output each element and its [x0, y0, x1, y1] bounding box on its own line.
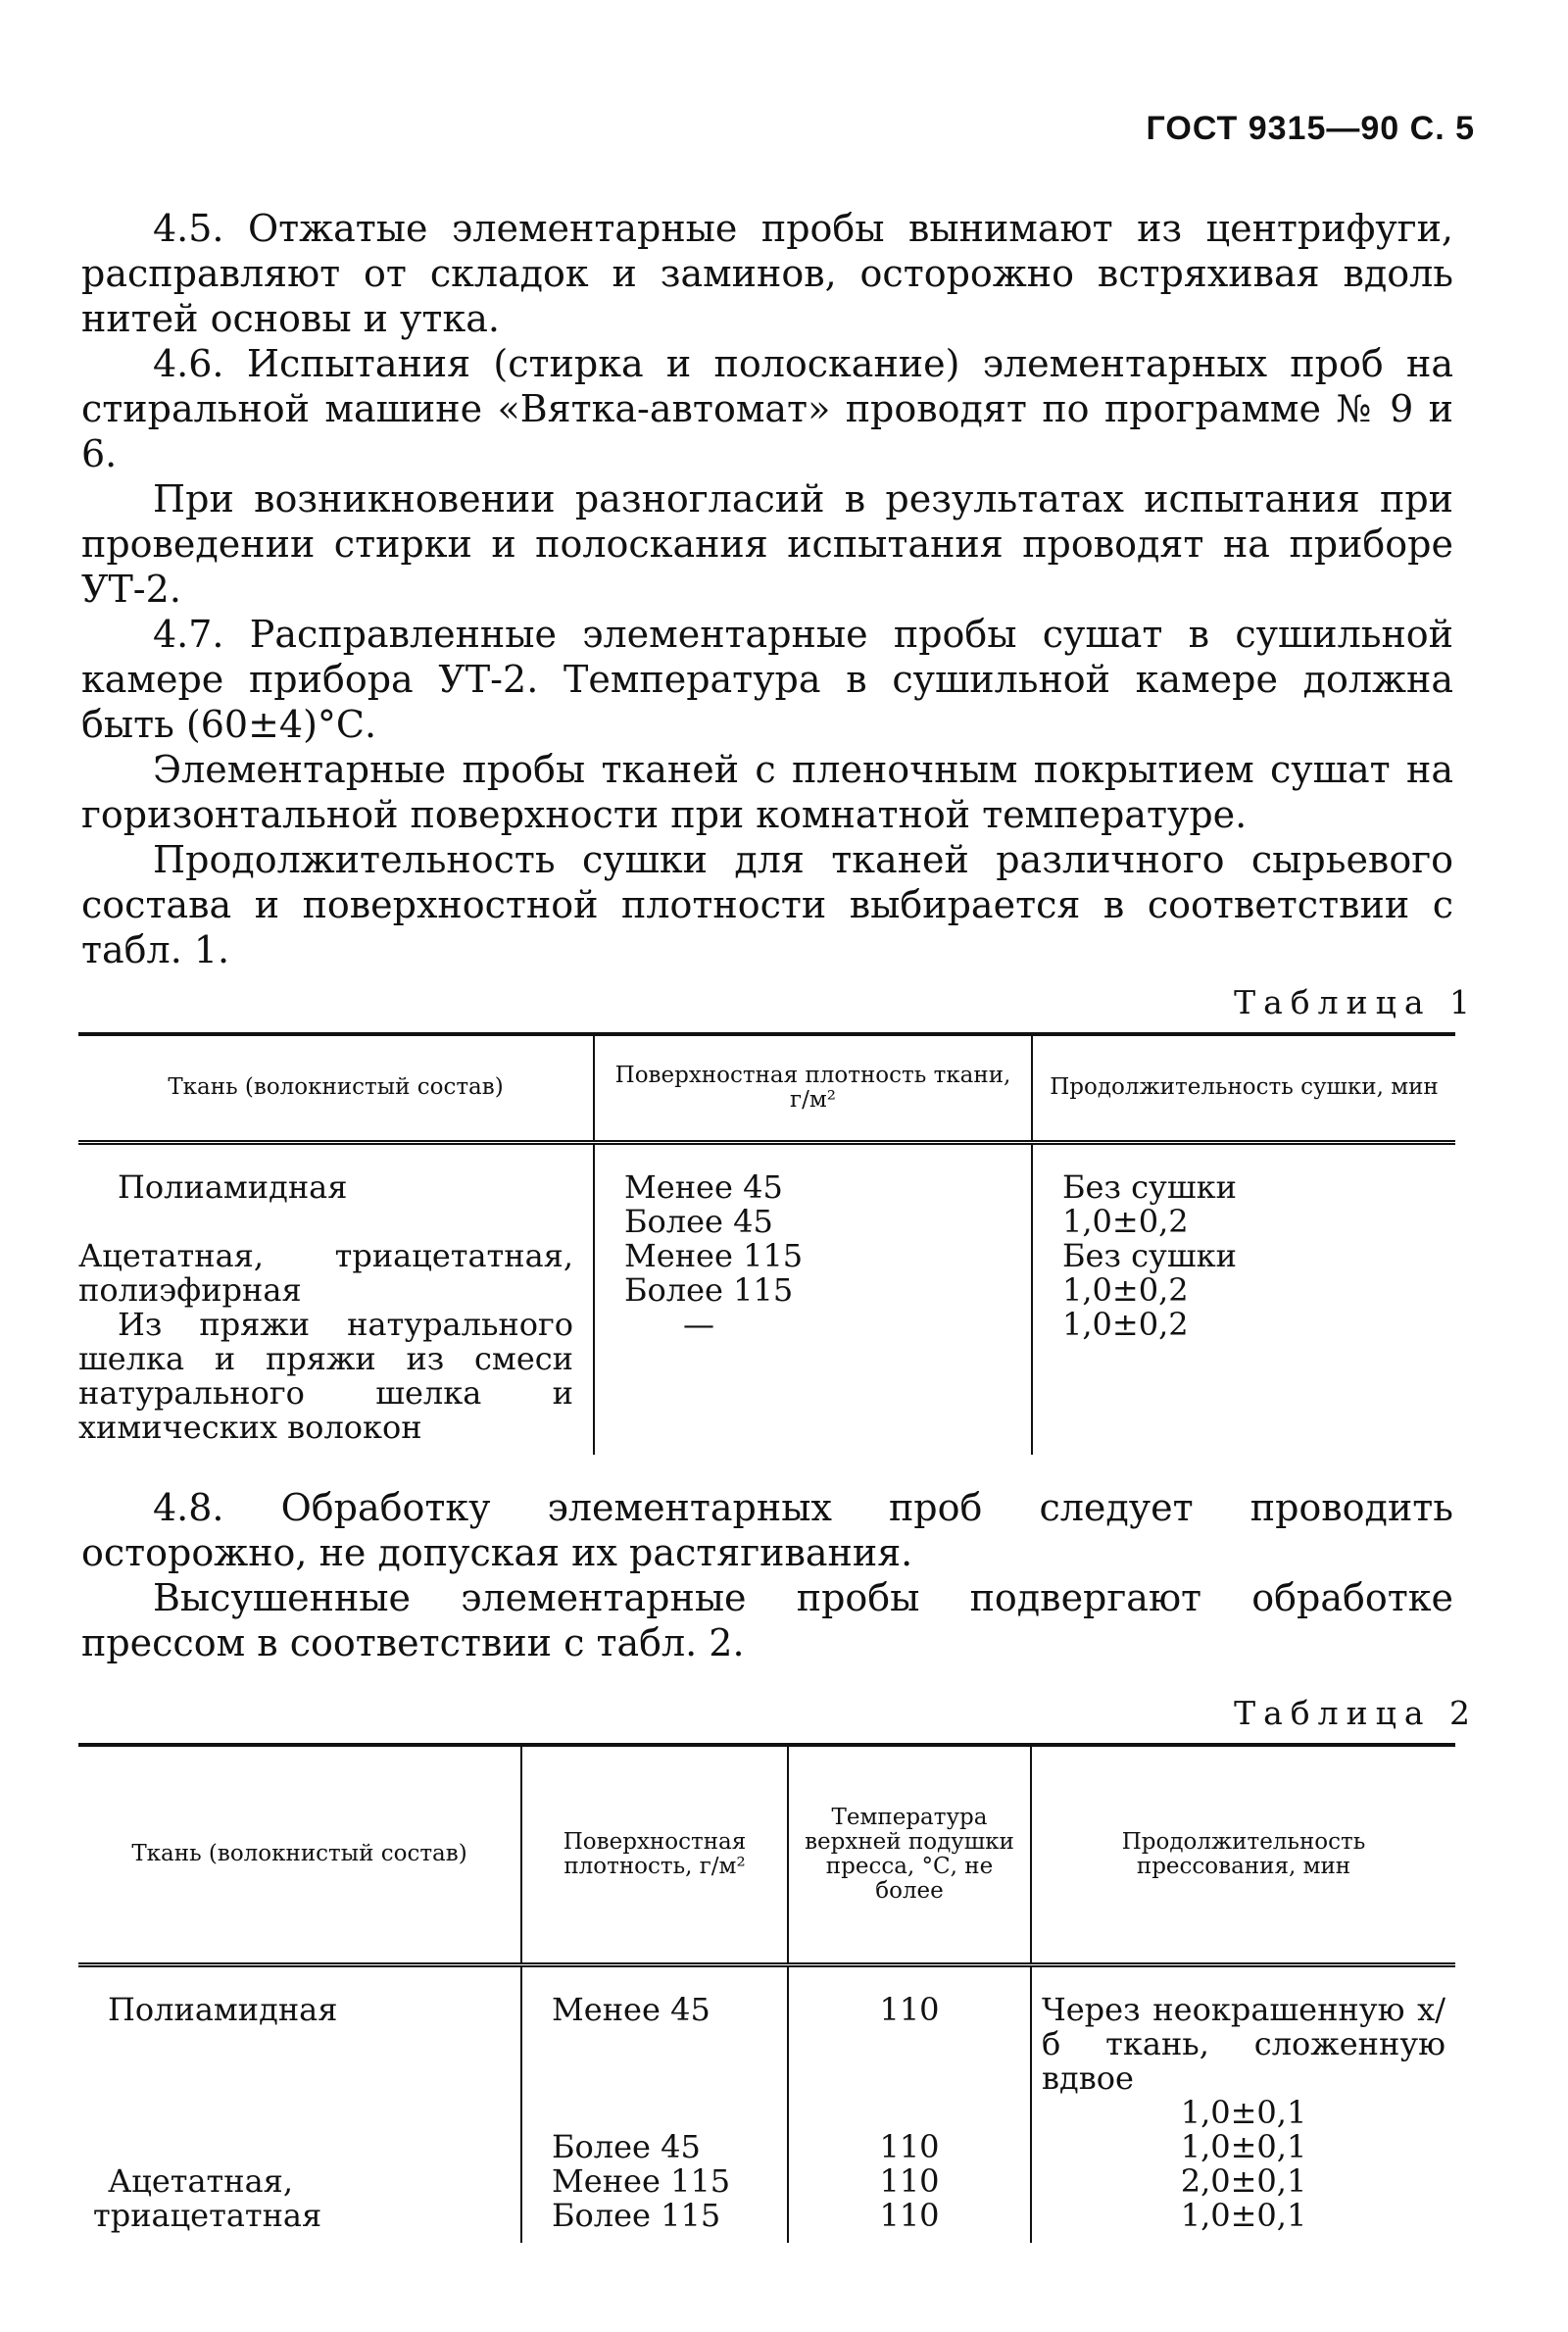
table2-density-row: Более 45	[552, 2127, 701, 2165]
table1-density-row: Менее 115	[624, 1236, 804, 1274]
table1-header-density: Поверхностная плотность ткани, г/м²	[594, 1034, 1032, 1142]
table1-density-row: Более 115	[624, 1270, 794, 1309]
table2-duration-cell	[1031, 1964, 1455, 2243]
table2-duration-row: 2,0±0,1	[1180, 2161, 1307, 2200]
table2-header-fabric: Ткань (волокнистый состав)	[78, 1745, 521, 1964]
table1-fabric-polyamide: Полиамидная	[118, 1167, 348, 1206]
table1-duration-row: Без сушки	[1062, 1167, 1237, 1206]
table1-duration-row: 1,0±0,2	[1062, 1305, 1189, 1343]
paragraph-drying-duration: Продолжительность сушки для тканей различного сырьевого состава и поверхностной плотности выбирается в соответствии с табл. 1.	[81, 838, 1453, 971]
table2-header-density: Поверхностная плотность, г/м²	[521, 1745, 788, 1964]
table1-caption: Таблица 1	[1234, 983, 1478, 1021]
paragraph-4-7: 4.7. Расправленные элементарные пробы сушат в сушильной камере прибора УТ-2. Температура в сушильной камере должна быть (60±4)°С.	[81, 613, 1453, 746]
table2-temperature-row: 110	[879, 2161, 940, 2200]
paragraph-press: Высушенные элементарные пробы подвергают обработке прессом в соответствии с табл. 2.	[81, 1576, 1453, 1664]
table2-header-temperature: Температура верхней подушки пресса, °С, не более	[788, 1745, 1031, 1964]
table1-density-cell	[594, 1142, 1032, 1455]
table1-fabric-acetate: Ацетатная, триацетатная, полиэфирная	[78, 1236, 573, 1309]
table2-duration-row: 1,0±0,1	[1180, 2093, 1307, 2131]
table1-header-fabric: Ткань (волокнистый состав)	[78, 1034, 594, 1142]
paragraph-4-6: 4.6. Испытания (стирка и полоскание) элементарных проб на стиральной машине «Вятка-автомат» проводят по программе № 9 и 6.	[81, 342, 1453, 475]
table-1	[78, 1032, 1455, 1455]
paragraph-4-5: 4.5. Отжатые элементарные пробы вынимают из центрифуги, расправляют от складок и заминов, осторожно встряхивая вдоль нитей основы и утка.	[81, 207, 1453, 340]
table-2	[78, 1743, 1455, 2243]
table2-density-row: Более 115	[552, 2196, 721, 2234]
paragraph-disagreement: При возникновении разногласий в результатах испытания при проведении стирки и полоскания испытания проводят на приборе УТ-2.	[81, 477, 1453, 611]
page-header: ГОСТ 9315—90 С. 5	[1146, 110, 1475, 147]
table2-temperature-row: 110	[879, 2196, 940, 2234]
table1-duration-cell	[1032, 1142, 1455, 1455]
table2-fabric-polyamide: Полиамидная	[108, 1990, 338, 2028]
table1-duration-row: 1,0±0,2	[1062, 1202, 1189, 1240]
table2-caption: Таблица 2	[1234, 1694, 1478, 1732]
table1-fabric-silk: Из пряжи натурального шелка и пряжи из смеси натурального шелка и химических волокон	[78, 1305, 573, 1446]
table1-duration-row: 1,0±0,2	[1062, 1270, 1189, 1309]
table1-header-duration: Продолжительность сушки, мин	[1032, 1034, 1455, 1142]
section-4-8	[81, 1485, 1453, 1665]
table2-duration-row: 1,0±0,1	[1180, 2127, 1307, 2165]
table1-duration-row: Без сушки	[1062, 1236, 1237, 1274]
table2-temperature-cell	[788, 1964, 1031, 2243]
table2-density-row: Менее 115	[552, 2161, 731, 2200]
section-4-5-to-4-7	[81, 206, 1453, 972]
table2-density-row: Менее 45	[552, 1990, 710, 2028]
table1-density-row: —	[683, 1305, 714, 1343]
table1-fabric-cell	[78, 1142, 594, 1455]
paragraph-film-coating: Элементарные пробы тканей с пленочным покрытием сушат на горизонтальной поверхности при комнатной температуре.	[81, 748, 1453, 836]
table2-temperature-row: 110	[879, 1990, 940, 2028]
table2-fabric-acetate: Ацетатная, триацетатная	[93, 2161, 322, 2234]
paragraph-4-8: 4.8. Обработку элементарных проб следует проводить осторожно, не допуская их растягивания.	[81, 1486, 1453, 1574]
table2-duration-row: 1,0±0,1	[1180, 2196, 1307, 2234]
table2-temperature-row: 110	[879, 2127, 940, 2165]
table2-density-cell	[521, 1964, 788, 2243]
table1-density-row: Более 45	[624, 1202, 773, 1240]
table2-fabric-cell	[78, 1964, 521, 2243]
table1-density-row: Менее 45	[624, 1167, 783, 1206]
table2-header-duration: Продолжительность прессования, мин	[1031, 1745, 1455, 1964]
table2-duration-note: Через неокрашенную х/б ткань, сложенную вдвое	[1042, 1990, 1446, 2097]
